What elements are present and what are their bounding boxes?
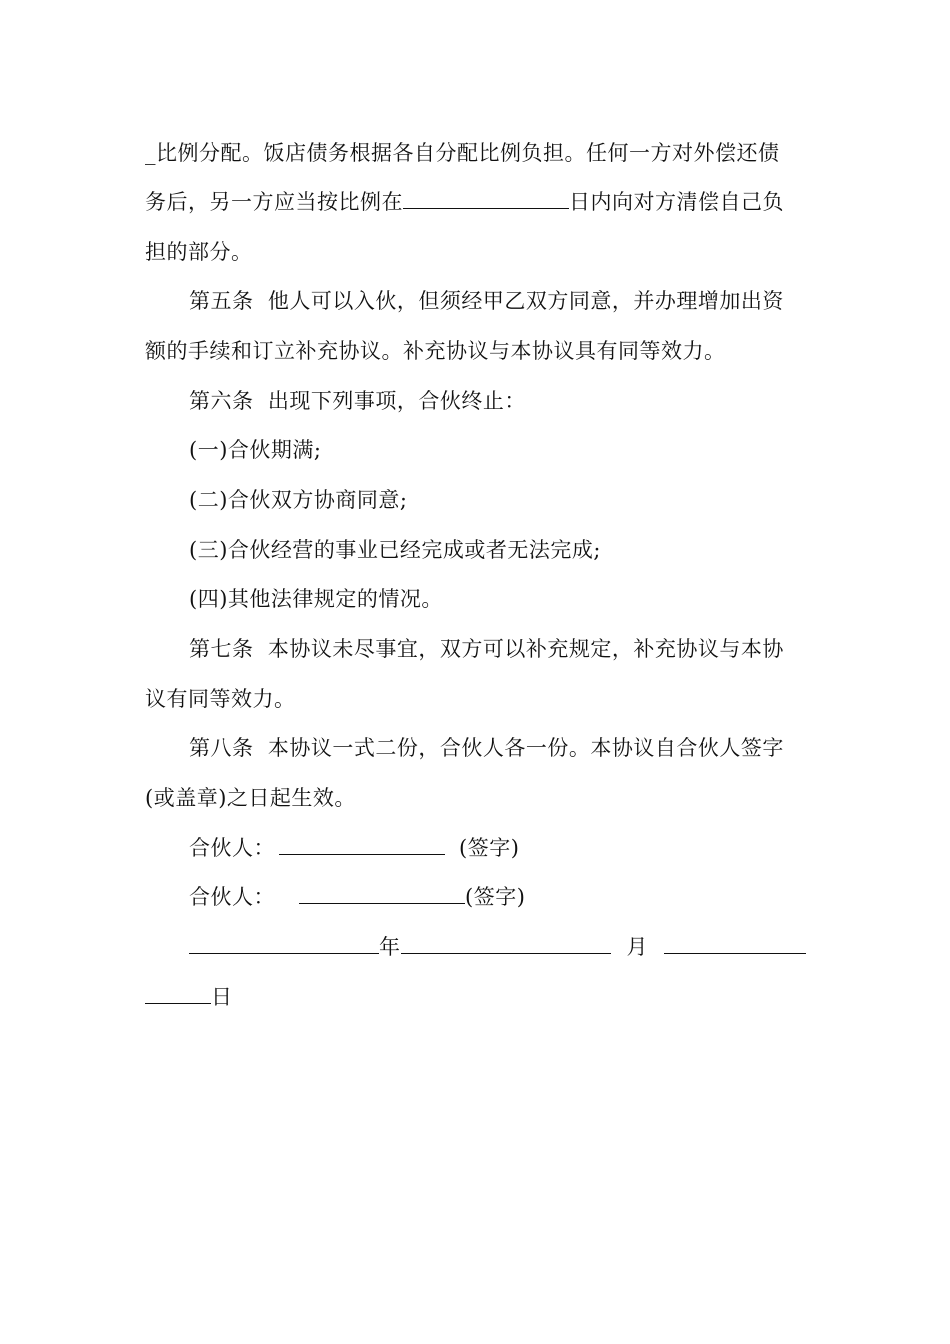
text-segment: 务后，另一方应当按比例在 (145, 190, 403, 214)
partner-label: 合伙人： (189, 885, 275, 909)
month-label: 月 (626, 935, 648, 959)
article-8-line: (或盖章)之日起生效。 (145, 786, 356, 810)
partner-signature-line-1 (189, 836, 519, 860)
partner-signature-line-2 (189, 885, 525, 909)
partner-2-signature-field[interactable] (299, 885, 465, 904)
article-6-item: (四)其他法律规定的情况。 (189, 587, 443, 611)
year-label: 年 (379, 935, 401, 959)
article-6-item: (二)合伙双方协商同意; (189, 488, 408, 512)
date-line (189, 935, 806, 959)
article-7-line: 第七条 本协议未尽事宜，双方可以补充规定，补充协议与本协 (189, 637, 784, 661)
article-6-item: (一)合伙期满; (189, 438, 322, 462)
paragraph-line (145, 190, 784, 214)
day-blank-field-part1[interactable] (664, 935, 806, 954)
year-blank-field[interactable] (189, 935, 379, 954)
month-blank-field[interactable] (401, 935, 611, 954)
sign-label: (签字) (465, 885, 526, 909)
date-line-continued (145, 985, 233, 1009)
day-blank-field-part2[interactable] (145, 985, 211, 1004)
article-7-line: 议有同等效力。 (145, 687, 296, 711)
partner-1-signature-field[interactable] (279, 836, 445, 855)
article-8-line: 第八条 本协议一式二份，合伙人各一份。本协议自合伙人签字 (189, 736, 784, 760)
day-label: 日 (211, 985, 233, 1009)
article-6-item: (三)合伙经营的事业已经完成或者无法完成; (189, 538, 601, 562)
text-segment: 日内向对方清偿自己负 (569, 190, 784, 214)
paragraph-line: _比例分配。饭店债务根据各自分配比例负担。任何一方对外偿还债 (145, 141, 780, 165)
partner-label: 合伙人： (189, 836, 275, 860)
paragraph-line: 担的部分。 (145, 240, 253, 264)
article-5-line: 额的手续和订立补充协议。补充协议与本协议具有同等效力。 (145, 339, 726, 363)
article-5-line: 第五条 他人可以入伙，但须经甲乙双方同意，并办理增加出资 (189, 289, 784, 313)
days-blank-field[interactable] (403, 190, 569, 209)
article-6-line: 第六条 出现下列事项，合伙终止： (189, 389, 526, 413)
sign-label: (签字) (459, 836, 520, 860)
